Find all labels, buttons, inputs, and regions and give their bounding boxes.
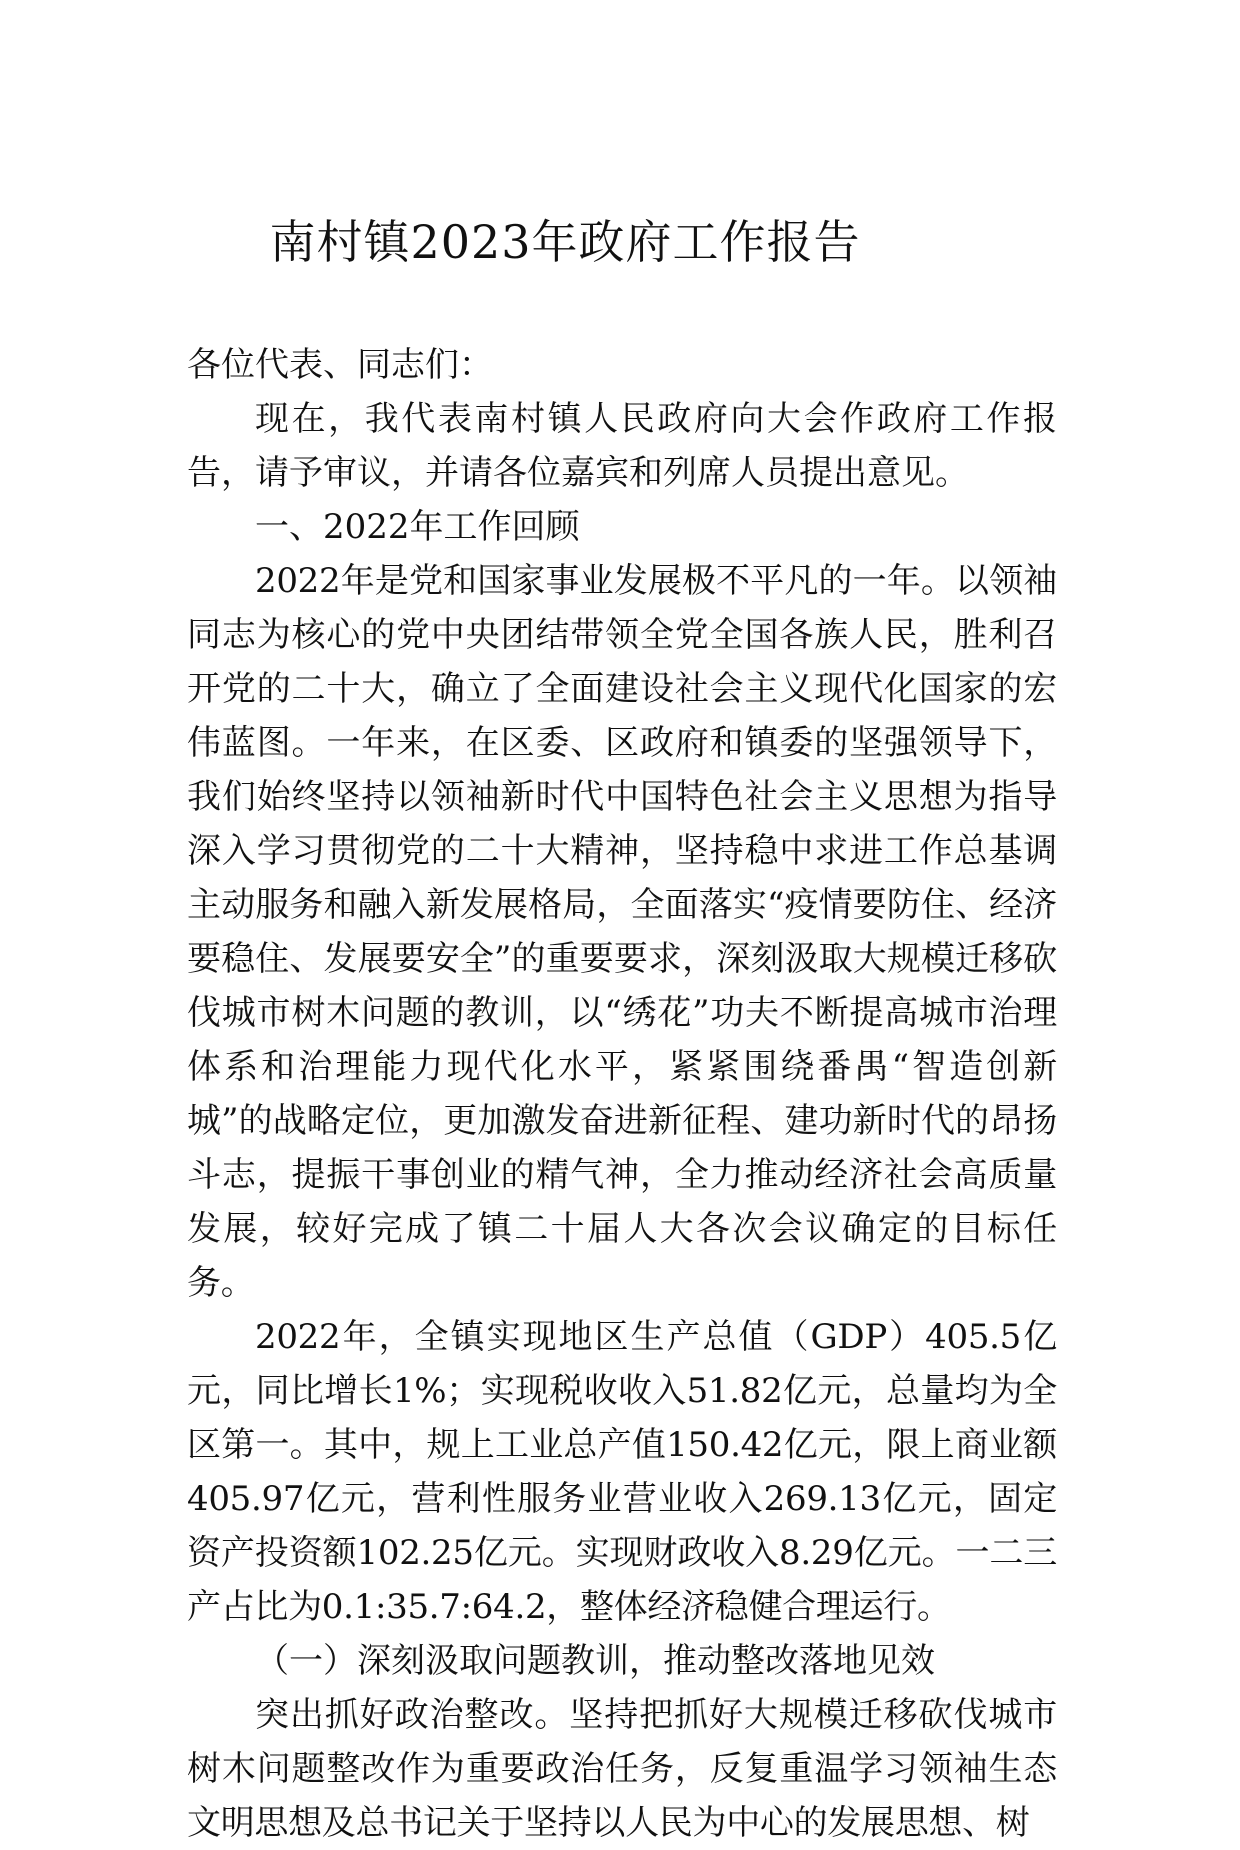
section-heading-review: 一、2022年工作回顾 <box>255 507 580 547</box>
paragraph-overview: 2022年是党和国家事业发展极不平凡的一年。以领袖同志为核心的党中央团结带领全党全国各族人民，胜利召开党的二十大，确立了全面建设社会主义现代化国家的宏伟蓝图。一年来，在区委、区政府和镇委的坚强领导下，我们始终坚持以领袖新时代中国特色社会主义思想为指导深入学习贯彻党的二十大精神，坚持稳中求进工作总基调主动服务和融入新发展格局，全面落实“疫情要防住、经济要稳住、发展要安全”的重要要求，深刻汲取大规模迁移砍伐城市树木问题的教训，以“绣花”功夫不断提高城市治理体系和治理能力现代化水平，紧紧围绕番禺“智造创新城”的战略定位，更加激发奋进新征程、建功新时代的昂扬斗志，提振干事创业的精气神，全力推动经济社会高质量发展，较好完成了镇二十届人大各次会议确定的目标任务。 <box>187 561 1057 1303</box>
paragraph-political-rectification: 突出抓好政治整改。坚持把抓好大规模迁移砍伐城市树木问题整改作为重要政治任务，反复重温学习领袖生态文明思想及总书记关于坚持以人民为中心的发展思想、树 <box>187 1695 1057 1843</box>
salutation: 各位代表、同志们： <box>187 345 493 385</box>
paragraph-intro: 现在，我代表南村镇人民政府向大会作政府工作报告，请予审议，并请各位嘉宾和列席人员提出意见。 <box>187 399 1057 493</box>
document-title: 南村镇2023年政府工作报告 <box>269 215 861 269</box>
paragraph-economic-figures: 2022年，全镇实现地区生产总值（GDP）405.5亿元，同比增长1%；实现税收收入51.82亿元，总量均为全区第一。其中，规上工业总产值150.42亿元，限上商业额405.97亿元，营利性服务业营业收入269.13亿元，固定资产投资额102.25亿元。实现财政收入8.29亿元。一二三产占比为0.1:35.7:64.2，整体经济稳健合理运行。 <box>187 1317 1057 1627</box>
subsection-heading-rectification: （一）深刻汲取问题教训，推动整改落地见效 <box>255 1641 935 1681</box>
document-body <box>187 338 1057 1850</box>
